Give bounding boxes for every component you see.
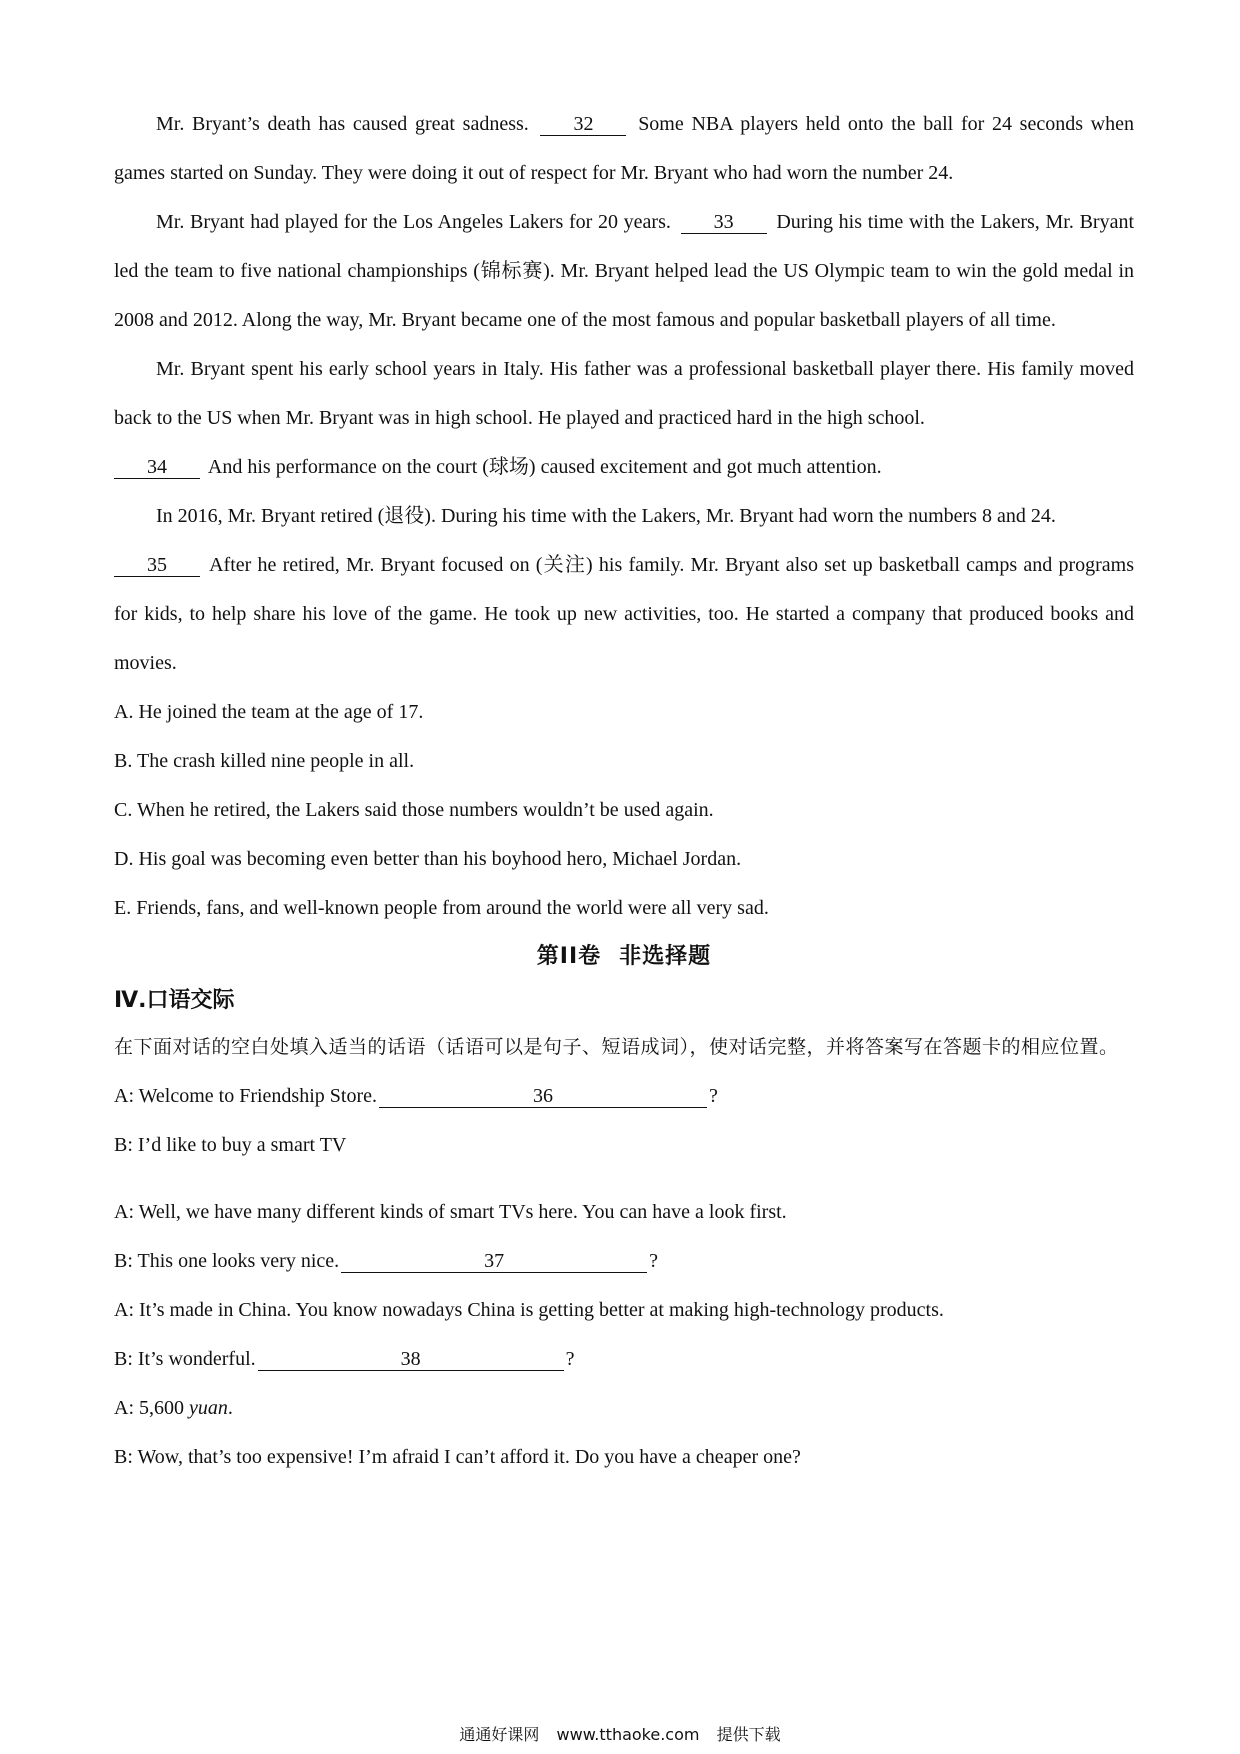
footer-site-name: 通通好课网 <box>459 1725 540 1744</box>
part-instruction: 在下面对话的空白处填入适当的话语（话语可以是句子、短语成词），使对话完整，并将答案写在答题卡的相应位置。 <box>114 1036 1119 1058</box>
footer-note: 提供下载 <box>716 1725 781 1744</box>
dialogue-punct: ? <box>649 1250 659 1272</box>
option-d: D. His goal was becoming even better than his boyhood hero, Michael Jordan. <box>114 848 742 870</box>
answer-blank-36: 36 <box>379 1085 707 1108</box>
dialogue-line-6 <box>114 1335 1134 1384</box>
dialogue-line-4 <box>114 1237 1134 1286</box>
passage-paragraph-3 <box>114 345 1134 492</box>
option-e: E. Friends, fans, and well-known people from around the world were all very sad. <box>114 897 769 919</box>
answer-blank-35: 35 <box>114 554 200 577</box>
page-footer <box>0 1722 1240 1745</box>
dialogue-punct: . <box>227 1397 233 1419</box>
dialogue-line-8: B: Wow, that’s too expensive! I’m afraid I can’t afford it. Do you have a cheaper one? <box>114 1446 801 1468</box>
dialogue-line-3: A: Well, we have many different kinds of smart TVs here. You can have a look first. <box>114 1201 787 1223</box>
paragraph-text: Some NBA players held onto the ball for 24 seconds when games started on Sunday. They were doing it out of respect for Mr. Bryant who had worn the number 24. <box>114 113 1135 184</box>
dialogue-line-5: A: It’s made in China. You know nowadays China is getting better at making high-technology products. <box>114 1299 944 1321</box>
paragraph-text: During his time with the Lakers, Mr. Bryant led the team to five national championships (锦标赛). Mr. Bryant helped lead the US Olympic team to win the gold medal in 2008 and 2012. Along the way, Mr. Bryant became one of the most famous and popular basketball players of all time. <box>114 211 1134 331</box>
option-a: A. He joined the team at the age of 17. <box>114 701 424 723</box>
dialogue-italic-word: yuan <box>189 1397 228 1419</box>
passage-paragraph-1 <box>114 100 1134 198</box>
dialogue-line-7 <box>114 1384 1134 1433</box>
dialogue-text: B: It’s wonderful. <box>114 1348 256 1370</box>
answer-blank-38: 38 <box>258 1348 564 1371</box>
passage-paragraph-2 <box>114 198 1134 345</box>
page-content <box>114 100 1134 1482</box>
dialogue-line-1 <box>114 1072 1134 1121</box>
section-heading <box>114 935 1134 979</box>
section-title: 非选择题 <box>619 944 712 969</box>
answer-blank-34: 34 <box>114 456 200 479</box>
passage-paragraph-4 <box>114 492 1134 688</box>
dialogue-line-2: B: I’d like to buy a smart TV <box>114 1134 347 1156</box>
dialogue-text: A: Welcome to Friendship Store. <box>114 1085 377 1107</box>
paragraph-text: After he retired, Mr. Bryant focused on (关注) his family. Mr. Bryant also set up basketball camps and programs for kids, to help share his love of the game. He took up new activities, too. He started a company that produced books and movies. <box>114 554 1134 674</box>
dialogue-text: A: 5,600 <box>114 1397 189 1419</box>
paragraph-text: Mr. Bryant had played for the Los Angeles Lakers for 20 years. <box>156 211 671 233</box>
paragraph-text: Mr. Bryant’s death has caused great sadness. <box>156 113 529 135</box>
dialogue-punct: ? <box>565 1348 575 1370</box>
answer-blank-37: 37 <box>341 1250 647 1273</box>
answer-blank-32: 32 <box>540 113 626 136</box>
option-b: B. The crash killed nine people in all. <box>114 750 415 772</box>
dialogue-punct: ? <box>709 1085 718 1107</box>
option-c: C. When he retired, the Lakers said those numbers wouldn’t be used again. <box>114 799 714 821</box>
dialogue-text: B: This one looks very nice. <box>114 1250 340 1272</box>
answer-blank-33: 33 <box>681 211 767 234</box>
section-volume: 第II卷 <box>536 944 602 969</box>
footer-url[interactable]: www.tthaoke.com <box>556 1725 700 1744</box>
paragraph-text: Mr. Bryant spent his early school years in Italy. His father was a professional basketball player there. His family moved back to the US when Mr. Bryant was in high school. He played and practiced hard in the high school. <box>114 358 1134 429</box>
part-title: Ⅳ.口语交际 <box>114 988 235 1013</box>
paragraph-text: And his performance on the court (球场) caused excitement and got much attention. <box>207 456 882 478</box>
paragraph-text: In 2016, Mr. Bryant retired (退役). During his time with the Lakers, Mr. Bryant had worn the numbers 8 and 24. <box>156 505 1056 527</box>
